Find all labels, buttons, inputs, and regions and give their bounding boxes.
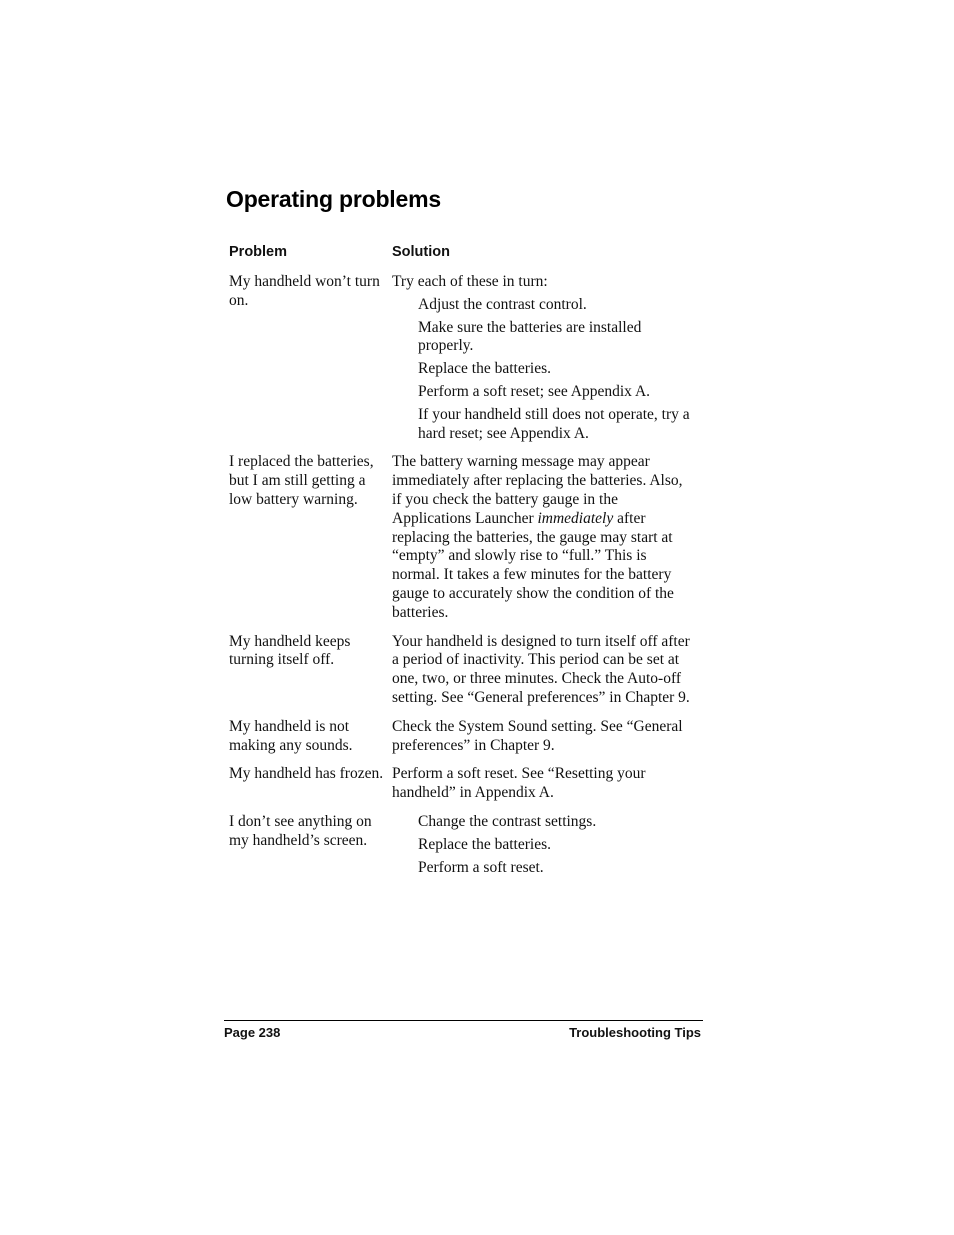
solution-step: Perform a soft reset; see Appendix A. [418, 382, 651, 400]
table-row [229, 813, 699, 877]
solution-step: Make sure the batteries are installed properly. [418, 318, 642, 355]
problem-cell: My handheld is not making any sounds. [229, 717, 353, 754]
solution-cell: Perform a soft reset. See “Resetting your handheld” in Appendix A. [392, 765, 646, 802]
table-row [229, 273, 699, 443]
solution-cell [392, 813, 692, 877]
table-row [229, 453, 699, 622]
page-number: Page 238 [224, 1025, 281, 1040]
table-row [229, 718, 699, 756]
solution-cell: Your handheld is designed to turn itself off after a period of inactivity. This period can be set at one, two, or three minutes. Check the Auto-off setting. See “General preferences” in Chapter 9. [392, 632, 690, 706]
solution-cell [392, 453, 692, 622]
solution-step: Perform a soft reset. [418, 858, 544, 876]
solution-cell: Check the System Sound setting. See “General preferences” in Chapter 9. [392, 717, 683, 754]
solution-step: Change the contrast settings. [418, 812, 597, 830]
solution-step: Replace the batteries. [418, 360, 551, 378]
problem-cell: My handheld won’t turn on. [229, 273, 380, 309]
page-title: Operating problems [226, 186, 441, 212]
problems-table [229, 243, 699, 887]
solution-text: after replacing the batteries, the gauge may start at “empty” and slowly rise to “full.” This is normal. It takes a few minutes for the battery gauge to accurately show the condition of the batteries. [392, 509, 674, 621]
problem-cell: My handheld keeps turning itself off. [229, 632, 351, 669]
problem-column-header: Problem [229, 244, 288, 260]
solution-column-header: Solution [392, 244, 450, 260]
solution-cell [392, 273, 692, 443]
solution-emphasis: immediately [537, 509, 614, 527]
problem-cell: My handheld has frozen. [229, 765, 384, 783]
solution-intro: Try each of these in turn: [392, 273, 548, 290]
solution-text: The battery warning message may appear immediately after replacing the batteries. Also, if you check the battery gauge in the Applications Launcher [392, 453, 683, 527]
solution-step: If your handheld still does not operate, try a hard reset; see Appendix A. [418, 405, 690, 442]
problem-cell: I don’t see anything on my handheld’s screen. [229, 812, 372, 849]
solution-step: Replace the batteries. [418, 835, 551, 853]
solution-step: Adjust the contrast control. [418, 295, 587, 313]
table-header [229, 243, 699, 273]
footer-divider [224, 1020, 703, 1021]
table-row [229, 765, 699, 803]
section-title: Troubleshooting Tips [569, 1025, 701, 1040]
table-row [229, 633, 699, 708]
problem-cell: I replaced the batteries, but I am still getting a low battery warning. [229, 453, 374, 508]
